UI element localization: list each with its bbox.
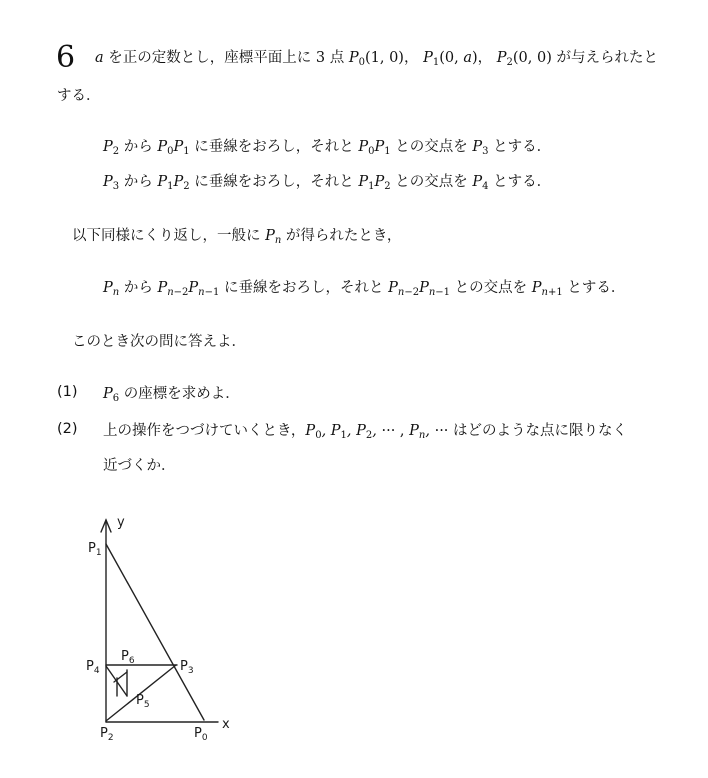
point-p1: $P_1(0$, a)	[423, 50, 478, 68]
step-2: $P_3$ から $P_1P_2$ に垂線をおろし，それと $P_1P_2$ との交点を $P_4$ とする．	[103, 174, 552, 192]
label-p4: $P_4$	[86, 659, 100, 676]
problem-number: 6	[56, 40, 76, 75]
segment-p6-p7	[114, 672, 127, 682]
segment-p1-p0	[106, 544, 204, 720]
label-p2: $P_2$	[100, 726, 114, 743]
intro-line: a を正の定数とし，座標平面上に 3 点 $P_0(1$, 0)， $P_1(0$, a)， $P_2(0$, 0) が与えられたと	[95, 50, 658, 68]
label-p6: $P_6$	[121, 649, 135, 666]
question-1-text: $P_6$ の座標を求めよ．	[103, 386, 240, 404]
step-1: $P_2$ から $P_0P_1$ に垂線をおろし，それと $P_0P_1$ との交点を $P_3$ とする．	[103, 139, 552, 157]
question-2-label: (2)	[57, 421, 78, 437]
figure-diagram	[80, 508, 260, 744]
general-step: $P_n$ から $P_{n-2}P_{n-1}$ に垂線をおろし，それと $P_{n-2}P_{n-1}$ との交点を $P_{n+1}$ とする．	[103, 280, 626, 298]
label-p5: $P_5$	[136, 693, 150, 710]
intro-tail: が与えられたと	[556, 50, 658, 66]
label-y: y	[117, 515, 125, 530]
question-2-text: 上の操作をつづけていくとき，$P_0$, $P_1$, $P_2$, ··· , $P_n$, ··· はどのような点に限りなく	[103, 423, 628, 441]
label-x: x	[222, 717, 230, 732]
intro-line-2: する．	[57, 88, 101, 104]
point-p0: $P_0(1$, 0)	[348, 50, 404, 68]
label-p0: $P_0$	[194, 726, 208, 743]
label-p3: $P_3$	[180, 659, 194, 676]
question-2-text-2: 近づくか．	[103, 458, 176, 474]
point-p2: $P_2(0$, 0)	[496, 50, 552, 68]
intro-variable: a	[95, 50, 104, 66]
repeat-line: 以下同様にくり返し，一般に $P_n$ が得られたとき，	[72, 228, 402, 246]
intro-text: を正の定数とし，座標平面上に 3 点	[108, 50, 345, 66]
label-p1: $P_1$	[88, 541, 102, 558]
question-intro: このとき次の問に答えよ．	[72, 334, 246, 350]
question-1-label: (1)	[57, 384, 78, 400]
